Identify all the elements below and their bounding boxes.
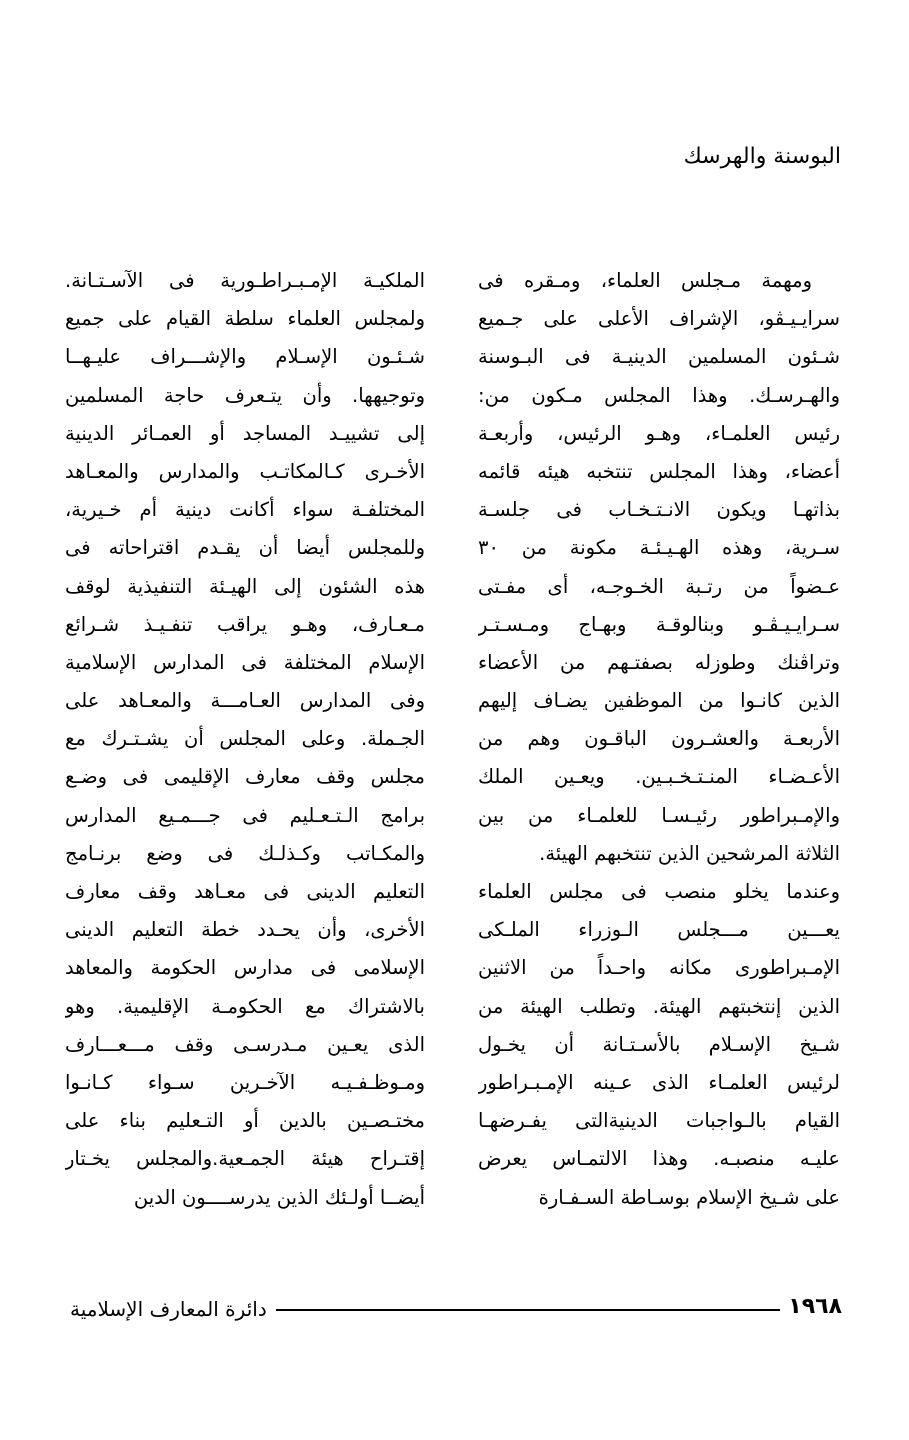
text-line: الأخرى، وأن يحـدد خطة التعليم الدينى xyxy=(65,918,425,942)
text-line: سرايـيـڤو، الإشراف الأعلى على جـميع xyxy=(478,307,840,331)
text-line: أعضاء، وهذا المجلس تنتخبه هيئه قائمه xyxy=(478,459,840,483)
text-line: ولمجلس العلماء سلطة القيام على جميع xyxy=(65,307,425,331)
text-line: الأعـضـاء المنـتـخـبـين. ويعـين الملك xyxy=(478,765,840,789)
text-line: عـضواً من رتـبة الخـوجـه، أى مفـتى xyxy=(478,574,840,598)
text-line: الأخـرى كـالمكاتـب والمدارس والمعـاهد xyxy=(65,459,425,483)
text-line: التعليم الدينى فى معـاهد وقف معارف xyxy=(65,880,425,903)
text-line: وفى المدارس العـامـــة والمعـاهد على xyxy=(65,689,425,713)
text-line: الذى يعـين مـدرسـى وقف مـــعـــارف xyxy=(65,1032,425,1056)
text-line: والهـرسـك. وهذا المجلس مـكون من: xyxy=(478,383,840,407)
text-line: الذين كانـوا من الموظفين يضـاف إليهم xyxy=(478,689,840,713)
text-line: والمكـاتب وكـذلـك فى وضع برنـامج xyxy=(65,841,425,865)
text-line: سـرية، وهذه الهـيـئـة مكونة من ٣٠ xyxy=(478,536,840,560)
text-line: الإمـبراطورى مكانه واحـداً من الاثنين xyxy=(478,956,840,980)
text-line: بذاتهـا ويكون الانـتـخـاب فى جلسـة xyxy=(478,498,840,522)
text-line: عليـه منصبـه. وهذا الالتمـاس يعرض xyxy=(478,1147,840,1171)
text-line: ومـوظـفـيـه الآخـرين سـواء كـانـوا xyxy=(65,1070,425,1094)
text-line: المختلفـة سواء أكانت دينية أم خـيرية، xyxy=(65,498,425,522)
left-text-column xyxy=(65,262,425,1217)
text-line: أيضــا أولـئك الذين يدرســــون الدين xyxy=(133,1185,425,1209)
text-line: ومهمة مـجلس العلماء، ومـقره فى xyxy=(478,269,812,292)
text-line: على شـيخ الإسلام بوسـاطة السـفـارة xyxy=(538,1185,840,1209)
text-line: وللمجلس أيضا أن يقـدم اقتراحاته فى xyxy=(65,536,425,560)
text-line: هذه الشئون إلى الهيـئة التنفيذية لوقف xyxy=(65,574,425,598)
text-line: الملكيـة الإمـبـراطـورية فى الآسـتـانة. xyxy=(65,269,425,292)
text-line: الذين إنتخبتهم الهيئة. وتطلب الهيئة من xyxy=(478,994,840,1018)
text-line: شـئون المسلمين الدينيـة فى البـوسنة xyxy=(478,345,840,369)
running-header: البوسنة والهرسك xyxy=(683,144,841,169)
text-line: سـرايـيـڤـو وبنالوقـة وبهـاج ومـسـتـر xyxy=(478,612,840,636)
text-line: مـعـارف، وهـو يراقب تنفـيـذ شـرائع xyxy=(65,612,425,636)
text-line: وتوجيهها. وأن يتـعرف حاجة المسلمين xyxy=(65,383,425,407)
text-line: لرئيس العلمـاء الذى عـينه الإمـبـراطور xyxy=(478,1070,840,1094)
text-line: إلى تشييـد المساجد أو العمـائر الدينية xyxy=(65,421,425,445)
footer-divider xyxy=(276,1309,780,1311)
page-number: ١٩٦٨ xyxy=(788,1294,842,1319)
text-line: إقتـراح هيئة الجمـعية.والمجلس يخـتار xyxy=(65,1147,425,1171)
publication-title: دائرة المعارف الإسلامية xyxy=(70,1297,267,1321)
text-line: شـئـون الإسـلام والإشـــراف عليـهــا xyxy=(65,345,425,369)
text-line: بالاشتراك مع الحكومـة الإقليمية. وهو xyxy=(65,994,425,1018)
text-line: شـيخ الإسـلام بالأسـتـانة أن يخـول xyxy=(478,1032,840,1056)
text-line: والإمـبراطور رئيـسـا للعلمـاء من بين xyxy=(478,803,840,827)
page-footer xyxy=(70,1290,842,1330)
text-line: الجـملة. وعلى المجلس أن يشـتـرك مع xyxy=(65,727,425,751)
text-line: رئيس العلمـاء، وهـو الرئيس، وأربعـة xyxy=(478,421,840,445)
text-line: يعـــين مـــجلس الـوزراء الملـكى xyxy=(478,918,840,942)
text-line: الثلاثة المرشحين الذين تنتخبهم الهيئة. xyxy=(539,841,840,865)
right-text-column xyxy=(478,262,840,1217)
text-line: القيام بالـواجبات الدينيةالتى يفـرضهـا xyxy=(478,1109,840,1133)
text-line: وتراڤنك وطوزله بصفتـهم من الأعضاء xyxy=(478,650,840,674)
text-line: برامج الـتـعـليم فى جـــمـيع المدارس xyxy=(65,803,425,827)
text-line: الإسلام المختلفة فى المدارس الإسلامية xyxy=(65,650,425,674)
text-line: الأربعـة والعشـرون الباقـون وهم من xyxy=(478,727,840,751)
text-line: وعندما يخلو منصب فى مجلس العلماء xyxy=(478,880,840,903)
text-line: مجلس وقف معارف الإقليمى فى وضـع xyxy=(65,765,425,789)
text-line: مختـصـين بالدين أو التـعليم بناء على xyxy=(65,1109,425,1133)
text-line: الإسلامى فى مدارس الحكومة والمعاهد xyxy=(65,956,425,980)
